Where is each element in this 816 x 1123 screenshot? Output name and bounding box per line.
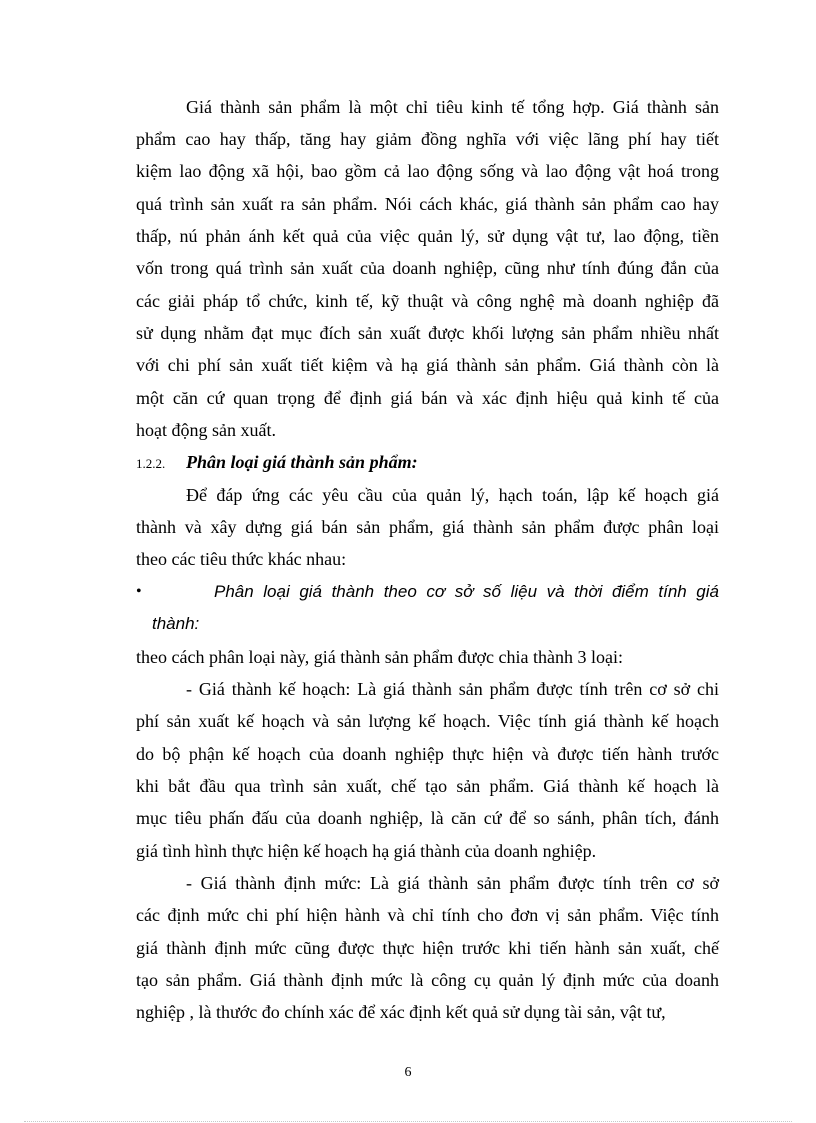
section-number: 1.2.2. (136, 456, 166, 471)
text-line: vốn trong quá trình sản xuất của doanh nghiệp, cũng như tính đúng đắn của (136, 258, 719, 278)
text-line: giá tình hình thực hiện kế hoạch hạ giá thành của doanh nghiệp. (136, 841, 597, 861)
text-line: - Giá thành định mức: Là giá thành sản phẩm được tính trên cơ sở (186, 873, 719, 893)
text-line: thành và xây dựng giá bán sản phẩm, giá thành sản phẩm được phân loại (136, 517, 719, 537)
text-line: giá thành định mức cũng được thực hiện trước khi tiến hành sản xuất, chế (136, 938, 719, 958)
text-line: mục tiêu phấn đấu của doanh nghiệp, là căn cứ để so sánh, phân tích, đánh (136, 808, 719, 828)
text-line: phẩm cao hay thấp, tăng hay giảm đồng nghĩa với việc lãng phí hay tiết (136, 129, 719, 149)
text-line: các định mức chi phí hiện hành và chỉ tính cho đơn vị sản phẩm. Việc tính (136, 905, 719, 925)
page-bottom-border (24, 1121, 792, 1122)
bullet-text-line: Phân loại giá thành theo cơ sở số liệu và thời điểm tính giá (214, 582, 719, 601)
text-line: Để đáp ứng các yêu cầu của quản lý, hạch toán, lập kế hoạch giá (186, 485, 719, 505)
paragraph-three-types: theo cách phân loại này, giá thành sản phẩm được chia thành 3 loại: (136, 647, 623, 667)
text-line: hoạt động sản xuất. (136, 420, 276, 440)
text-line: - Giá thành kế hoạch: Là giá thành sản phẩm được tính trên cơ sở chi (186, 679, 719, 699)
text-line: kiệm lao động xã hội, bao gồm cả lao động sống và lao động vật hoá trong (136, 161, 719, 181)
bullet-text-line: thành: (152, 614, 200, 633)
text-line: tạo sản phẩm. Giá thành định mức là công cụ quản lý định mức của doanh (136, 970, 719, 990)
text-line: thấp, nú phản ánh kết quả của việc quản lý, sử dụng vật tư, lao động, tiền (136, 226, 719, 246)
text-line: các giải pháp tổ chức, kinh tế, kỹ thuật và công nghệ mà doanh nghiệp đã (136, 291, 719, 311)
text-line: phí sản xuất kế hoạch và sản lượng kế hoạch. Việc tính giá thành kế hoạch (136, 711, 719, 731)
text-line: sử dụng nhằm đạt mục đích sản xuất được khối lượng sản phẩm nhiều nhất (136, 323, 719, 343)
text-line: Giá thành sản phẩm là một chỉ tiêu kinh tế tổng hợp. Giá thành sản (186, 97, 719, 117)
text-line: nghiệp , là thước đo chính xác để xác định kết quả sử dụng tài sản, vật tư, (136, 1002, 666, 1022)
text-line: khi bắt đầu qua trình sản xuất, chế tạo sản phẩm. Giá thành kế hoạch là (136, 776, 719, 796)
section-title: Phân loại giá thành sản phẩm: (186, 452, 418, 472)
page-number: 6 (404, 1065, 412, 1080)
text-line: theo các tiêu thức khác nhau: (136, 549, 347, 569)
text-line: do bộ phận kế hoạch của doanh nghiệp thực hiện và được tiến hành trước (136, 744, 719, 764)
text-line: quá trình sản xuất ra sản phẩm. Nói cách khác, giá thành sản phẩm cao hay (136, 194, 719, 214)
bullet-symbol: • (136, 583, 142, 600)
text-line: với chi phí sản xuất tiết kiệm và hạ giá thành sản phẩm. Giá thành còn là (136, 355, 719, 375)
text-line: một căn cứ quan trọng để định giá bán và xác định hiệu quả kinh tế của (136, 388, 719, 408)
